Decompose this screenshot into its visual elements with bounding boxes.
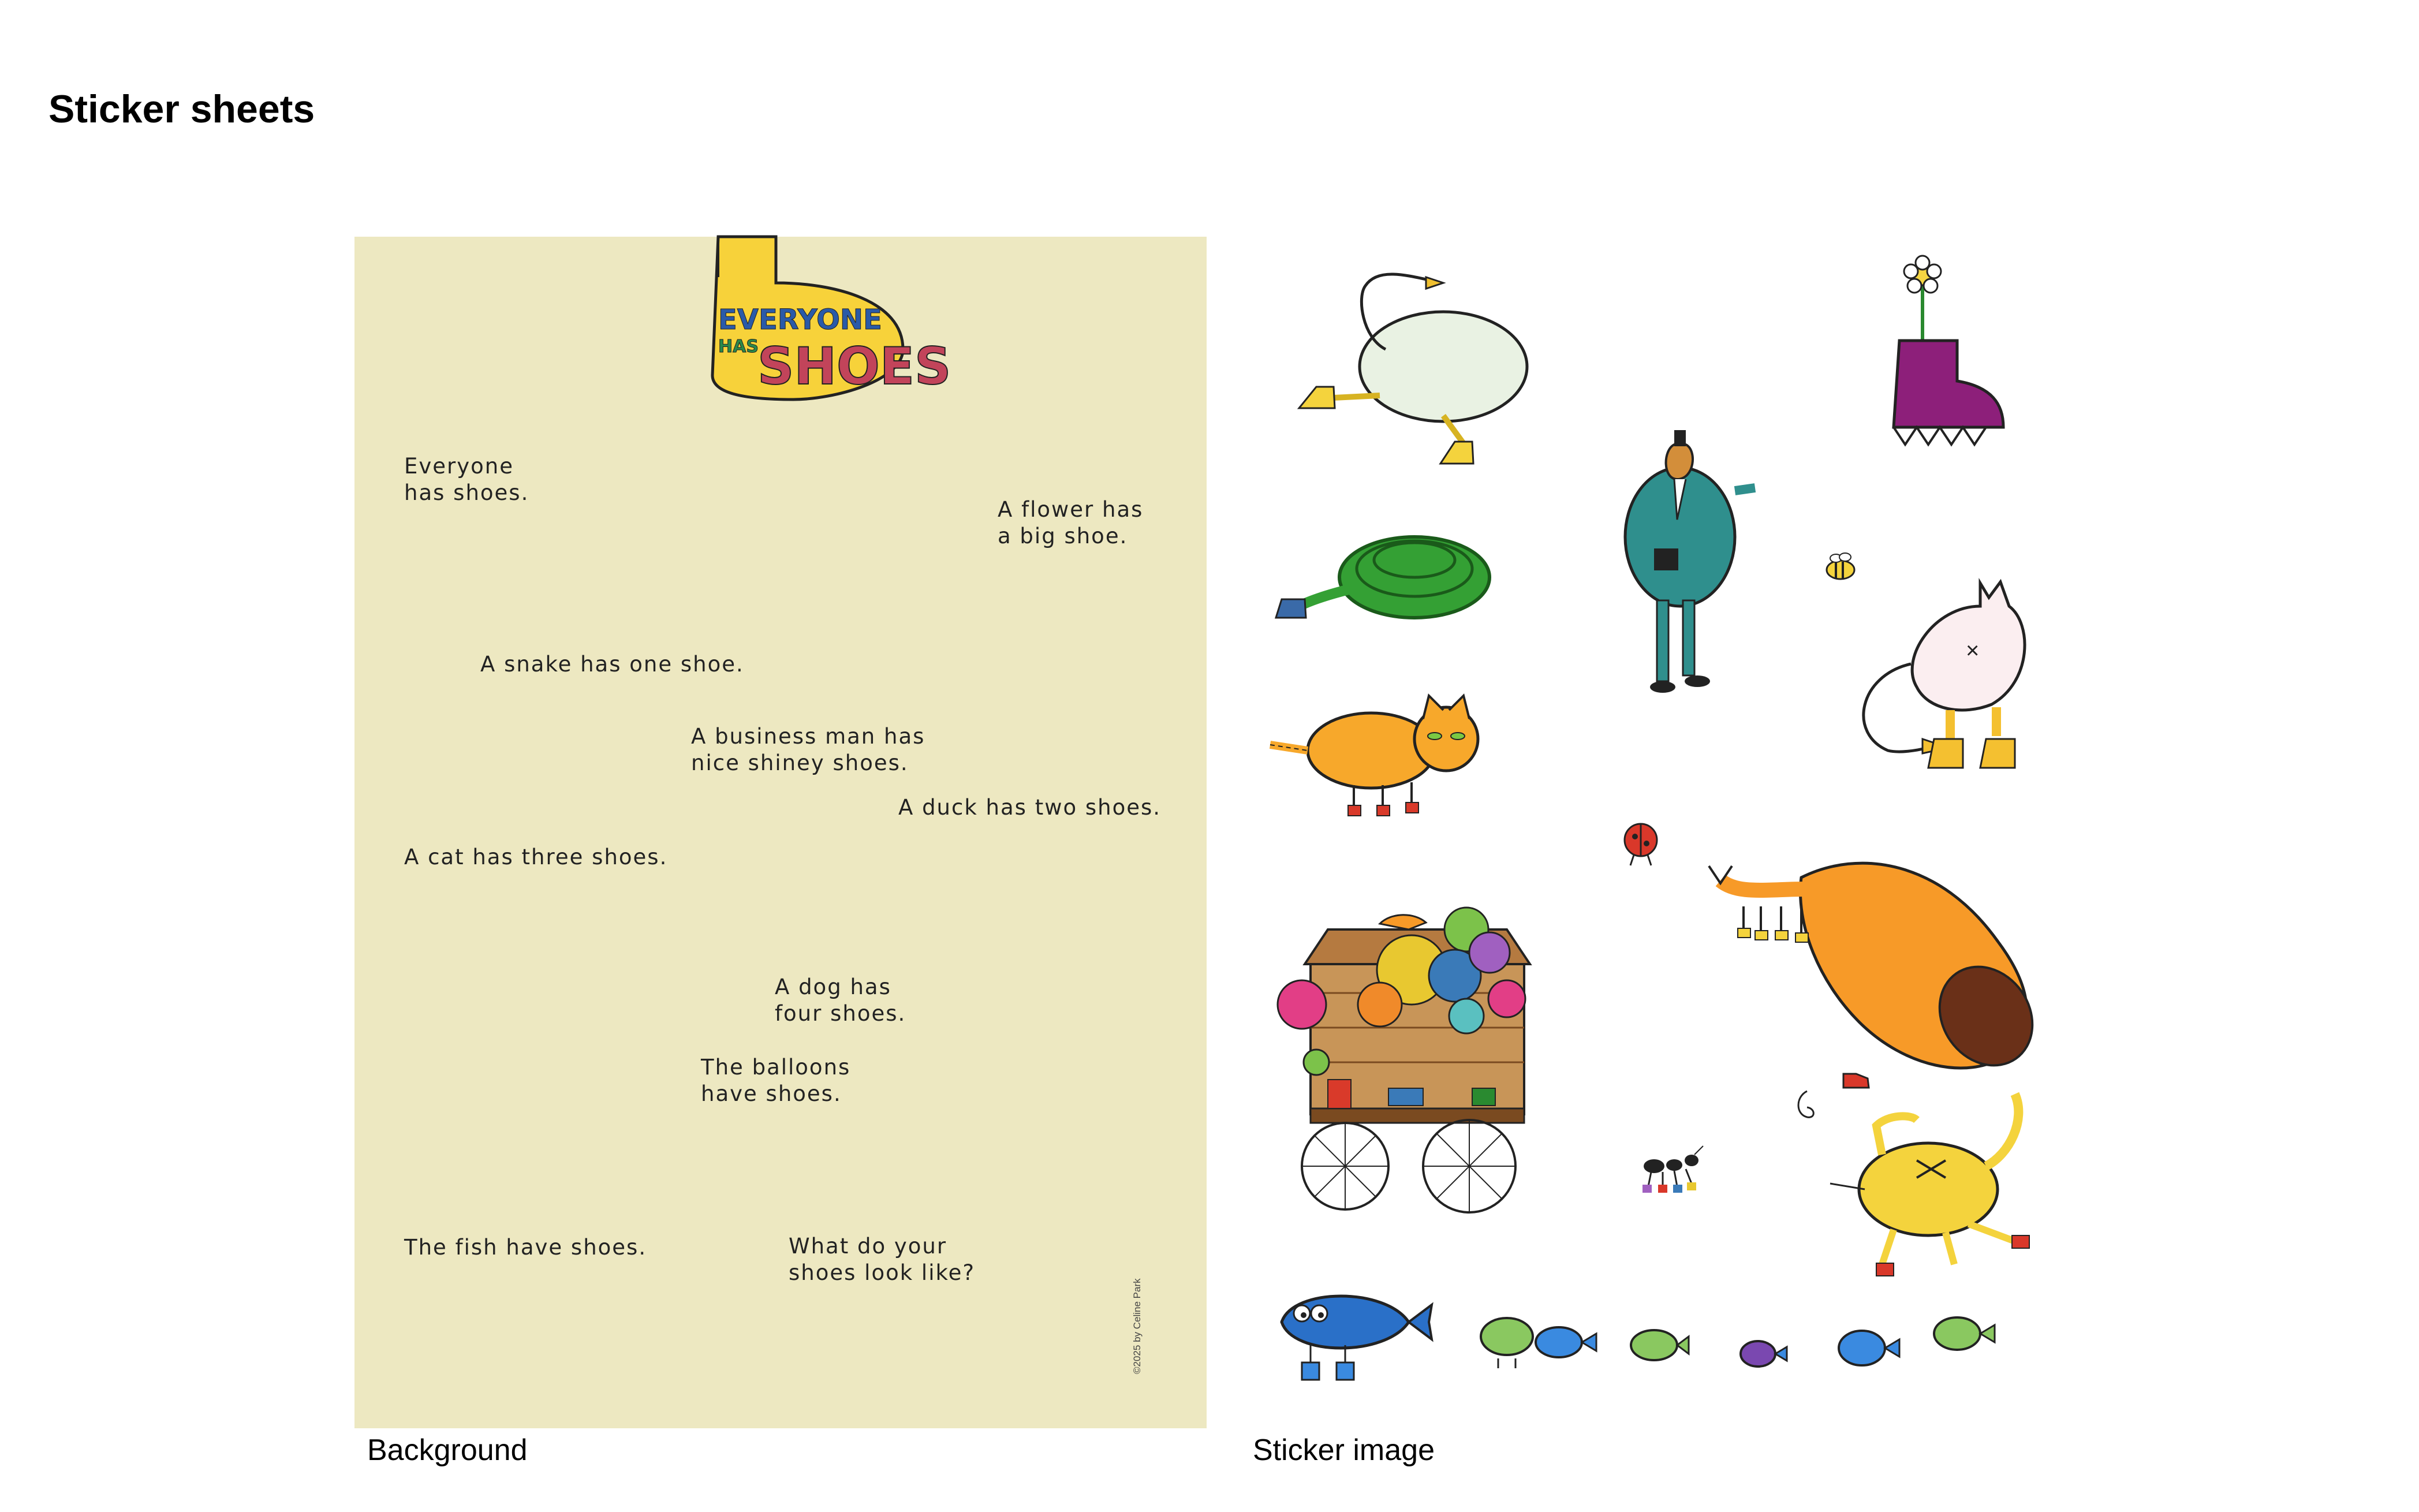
sticker-caption: Sticker image [1253,1433,1435,1467]
text-dog: A dog has four shoes. [775,975,906,1026]
copyright-text: ©2025 by Celine Park [1132,1278,1143,1374]
flower-in-boot-sticker [1865,254,2009,462]
logo-line1: EVERYONE [718,304,882,336]
cat-with-shoes-sticker [1267,687,1504,826]
jumping-cat-sticker [1795,1068,2061,1299]
sticker-area [1270,237,2107,1428]
text-your-shoes: What do your shoes look like? [789,1234,975,1285]
text-duck: A duck has two shoes. [898,795,1162,820]
duck-with-boots-sticker [1847,572,2055,785]
ladybug-sticker [1617,817,1666,869]
dog-sticker [1697,837,2055,1091]
logo-shoes: SHOES [757,337,951,396]
everyone-has-shoes-logo [707,237,951,404]
page-title: Sticker sheets [48,87,315,131]
background-panel [354,237,1207,1428]
text-snake: A snake has one shoe. [480,652,744,677]
text-balloons: The balloons have shoes. [701,1055,851,1106]
text-everyone: Everyone has shoes. [404,454,529,505]
goose-with-boots-sticker [1270,257,1547,482]
businessman-sticker [1605,416,1778,704]
text-cat: A cat has three shoes. [404,845,668,869]
blue-fish-sticker [1270,1282,1438,1386]
text-fish: The fish have shoes. [404,1235,647,1260]
balloon-cart-sticker [1276,889,1565,1224]
text-businessman: A business man has nice shiney shoes. [691,724,925,775]
small-fish-group-sticker [1478,1308,2055,1394]
background-caption: Background [367,1433,528,1467]
coiled-snake-sticker [1270,508,1495,647]
ant-with-shoes-sticker [1640,1143,1709,1207]
logo-has: HAS [718,337,759,357]
svg-text:×: × [1966,638,1980,663]
text-flower: A flower has a big shoe. [998,497,1144,548]
